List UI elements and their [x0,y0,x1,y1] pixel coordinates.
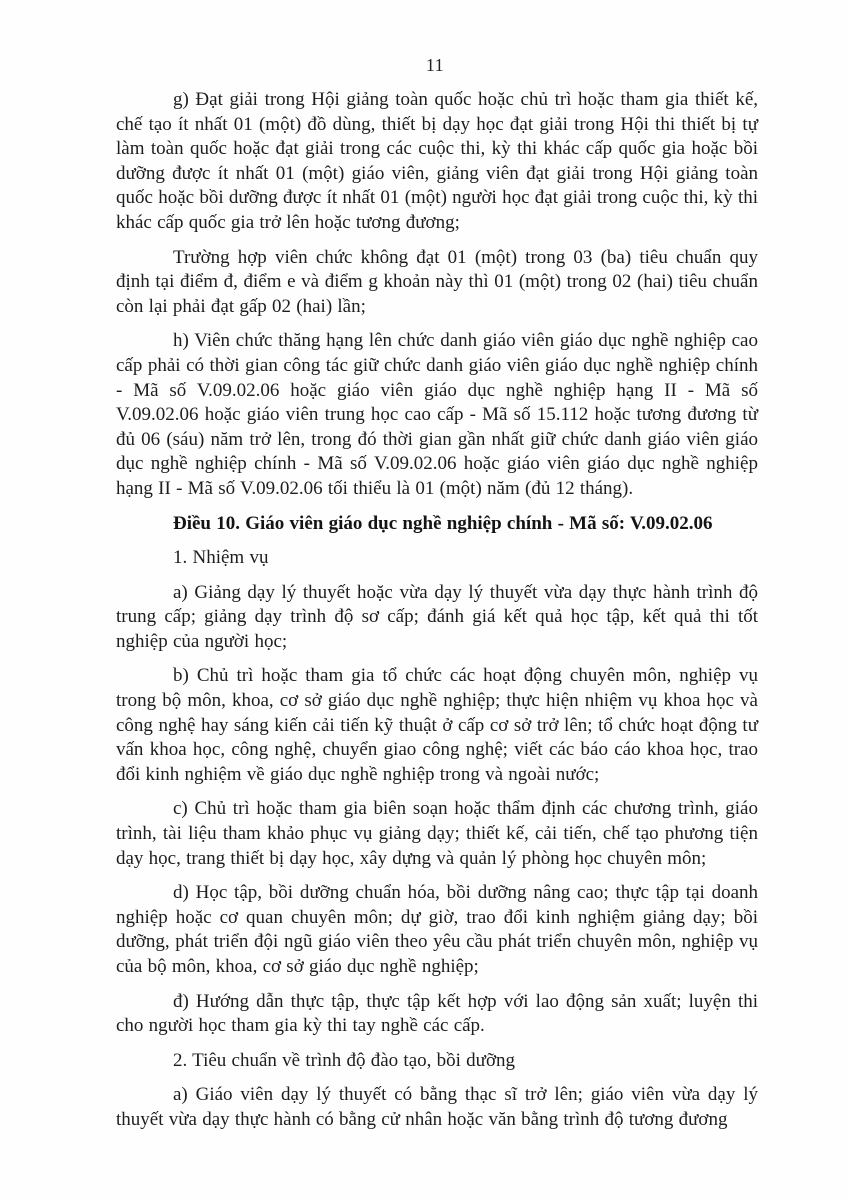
paragraph-1a: a) Giảng dạy lý thuyết hoặc vừa dạy lý thuyết vừa dạy thực hành trình độ trung cấp; giảng dạy trình độ sơ cấp; đánh giá kết quả học tập, kết quả thi tốt nghiệp của người học; [116,581,758,652]
document-body [116,88,758,1133]
paragraph-1d: d) Học tập, bồi dưỡng chuẩn hóa, bồi dưỡng nâng cao; thực tập tại doanh nghiệp hoặc cơ quan chuyên môn; dự giờ, trao đổi kinh nghiệm giảng dạy; bồi dưỡng, phát triển đội ngũ giáo viên theo yêu cầu phát triển chuyên môn, nghiệp vụ của bộ môn, khoa, cơ sở giáo dục nghề nghiệp; [116,882,758,977]
paragraph-point-h: h) Viên chức thăng hạng lên chức danh giáo viên giáo dục nghề nghiệp cao cấp phải có thời gian công tác giữ chức danh giáo viên giáo dục nghề nghiệp chính - Mã số V.09.02.06 hoặc giáo viên giáo dục nghề nghiệp hạng II - Mã số V.09.02.06 hoặc giáo viên trung học cao cấp - Mã số 15.112 hoặc tương đương từ đủ 06 (sáu) năm trở lên, trong đó thời gian gần nhất giữ chức danh giáo viên giáo dục nghề nghiệp chính - Mã số V.09.02.06 hoặc giáo viên giáo dục nghề nghiệp hạng II - Mã số V.09.02.06 tối thiểu là 01 (một) năm (đủ 12 tháng). [116,330,758,499]
paragraph-section-2-title: 2. Tiêu chuẩn về trình độ đào tạo, bồi dưỡng [173,1049,516,1071]
heading-article-10: Điều 10. Giáo viên giáo dục nghề nghiệp chính - Mã số: V.09.02.06 [173,512,713,534]
paragraph-section-1-title: 1. Nhiệm vụ [173,547,269,569]
paragraph-1b: b) Chủ trì hoặc tham gia tổ chức các hoạt động chuyên môn, nghiệp vụ trong bộ môn, khoa, cơ sở giáo dục nghề nghiệp; thực hiện nhiệm vụ khoa học và công nghệ hay sáng kiến cải tiến kỹ thuật ở cấp cơ sở trở lên; tổ chức hoạt động tư vấn khoa học, công nghệ, chuyển giao công nghệ; viết các báo cáo khoa học, trao đổi kinh nghiệm về giáo dục nghề nghiệp trong và ngoài nước; [116,665,758,785]
paragraph-point-g: g) Đạt giải trong Hội giảng toàn quốc hoặc chủ trì hoặc tham gia thiết kế, chế tạo ít nhất 01 (một) đồ dùng, thiết bị dạy học đạt giải trong Hội thi thiết bị tự làm toàn quốc hoặc đạt giải trong các cuộc thi, kỳ thi khác cấp quốc gia hoặc bồi dưỡng được ít nhất 01 (một) giáo viên, giảng viên đạt giải trong Hội giảng toàn quốc hoặc bồi dưỡng được ít nhất 01 (một) người học đạt giải trong cuộc thi, kỳ thi khác cấp quốc gia trở lên hoặc tương đương; [116,89,758,233]
paragraph-1dd: đ) Hướng dẫn thực tập, thực tập kết hợp với lao động sản xuất; luyện thi cho người học tham gia kỳ thi tay nghề các cấp. [116,990,758,1037]
paragraph-exception-clause: Trường hợp viên chức không đạt 01 (một) trong 03 (ba) tiêu chuẩn quy định tại điểm đ, điểm e và điểm g khoản này thì 01 (một) trong 02 (hai) tiêu chuẩn còn lại phải đạt gấp 02 (hai) lần; [116,246,758,317]
paragraph-1c: c) Chủ trì hoặc tham gia biên soạn hoặc thẩm định các chương trình, giáo trình, tài liệu tham khảo phục vụ giảng dạy; thiết kế, cải tiến, chế tạo phương tiện dạy học, trang thiết bị dạy học, xây dựng và quản lý phòng học chuyên môn; [116,798,758,869]
page-number: 11 [425,55,445,75]
paragraph-2a: a) Giáo viên dạy lý thuyết có bằng thạc sĩ trở lên; giáo viên vừa dạy lý thuyết vừa dạy thực hành có bằng cử nhân hoặc văn bằng trình độ tương đương [116,1084,758,1130]
